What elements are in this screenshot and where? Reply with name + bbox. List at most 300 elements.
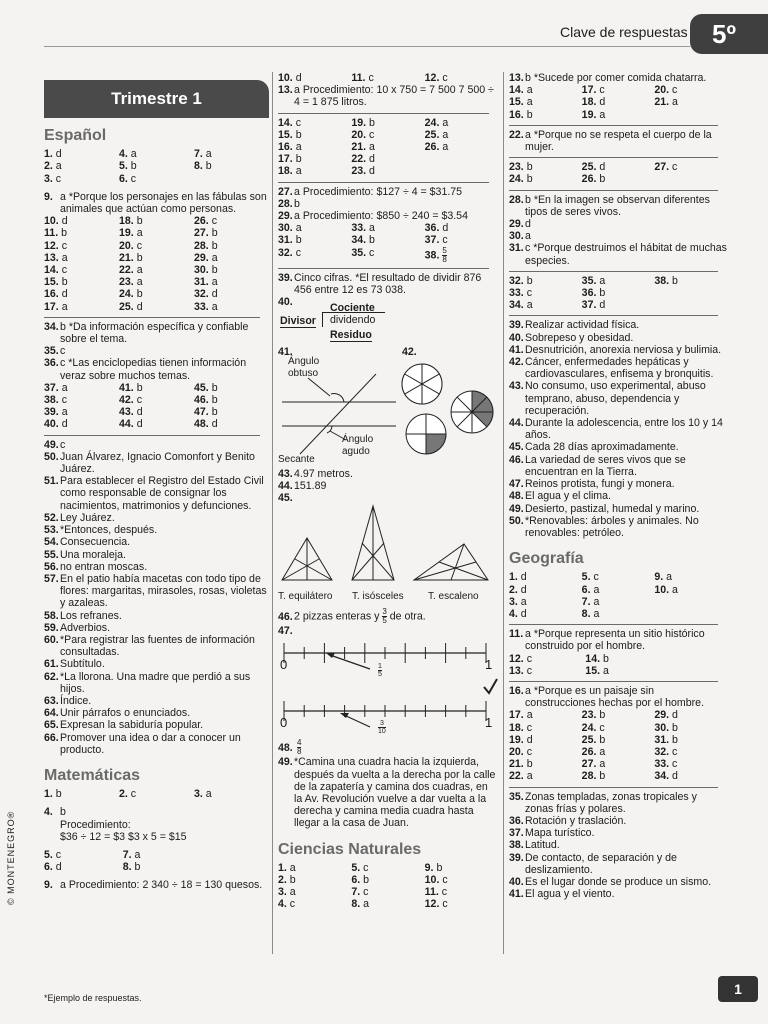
item-number: 35. <box>44 345 59 358</box>
answer-cell <box>582 584 655 596</box>
answer-grid <box>278 862 498 911</box>
item-number: 15. <box>44 276 59 289</box>
item-answer: a <box>369 222 375 235</box>
item-text: a *Porque no se respeta el cuerpo de la mujer. <box>525 128 712 154</box>
item-number: 41. <box>509 343 524 356</box>
circle-a <box>402 364 442 404</box>
item-answer: d <box>136 406 143 419</box>
label-isosceles: T. isósceles <box>352 591 404 603</box>
answer-item <box>44 609 269 622</box>
answer-list <box>44 439 269 756</box>
item-text: En el patio había macetas con todo tipo de flores: margaritas, mirasoles, rosas, violetas y azaleas. <box>60 572 267 610</box>
item-number: 40. <box>509 875 524 888</box>
item-text: Subtítulo. <box>60 658 105 671</box>
item-number: 17. <box>278 153 293 166</box>
answer-row <box>44 160 269 172</box>
answer-item <box>44 572 269 610</box>
item-number: 6. <box>44 861 53 874</box>
answer-cell <box>119 160 194 172</box>
answer-row <box>44 288 269 300</box>
answer-cell <box>278 898 351 910</box>
answer-item <box>278 210 498 223</box>
item-answer: c <box>295 116 301 129</box>
item-number: 21. <box>119 251 134 264</box>
item-number: 17. <box>509 709 524 722</box>
item-number: 44. <box>509 417 524 430</box>
item-answer: b <box>295 128 302 141</box>
item-answer: a <box>526 770 533 783</box>
triangles-figure <box>278 492 498 604</box>
item-number: 40. <box>509 331 524 344</box>
separator <box>509 190 718 191</box>
answer-row <box>278 117 498 129</box>
item-number: 15. <box>278 128 293 141</box>
answer-cell <box>585 665 661 677</box>
fraction <box>378 663 382 678</box>
separator <box>509 157 718 158</box>
item-number: 13. <box>509 72 524 84</box>
answer-cell <box>654 758 727 770</box>
item-number: 29. <box>194 251 209 264</box>
answer-cell <box>194 394 269 406</box>
item-number: 60. <box>44 633 59 646</box>
answer-cell <box>44 173 119 185</box>
answer-cell <box>44 240 119 252</box>
item-number: 2. <box>278 874 287 887</box>
item-answer: a <box>599 108 606 121</box>
answer-cell <box>425 862 498 874</box>
item-answer: d <box>599 96 606 109</box>
pointer-line <box>330 431 346 440</box>
answer-cell <box>425 874 498 886</box>
answer-cell <box>351 886 424 898</box>
answer-cell <box>582 173 655 185</box>
item-answer: b <box>61 276 68 289</box>
fraction-numerator: 5 <box>442 245 447 255</box>
answer-row <box>509 734 727 746</box>
item-number: 36. <box>44 357 59 370</box>
answer-cell <box>44 301 119 313</box>
item-text: Sobrepeso y obesidad. <box>525 331 634 344</box>
item-text: b *Da información específica y confiable sobre el tema. <box>60 320 249 346</box>
item-number: 63. <box>44 694 59 707</box>
item-answer: c <box>442 72 448 84</box>
item-number: 7. <box>194 148 203 161</box>
item-number: 47. <box>194 406 209 419</box>
answer-item <box>509 490 727 503</box>
residuo-label: Residuo <box>330 329 372 342</box>
item-answer: b <box>599 287 606 300</box>
item-number: 11. <box>509 628 524 641</box>
item-text: a *Porque es un paisaje sin construcciones hechas por el hombre. <box>525 684 705 710</box>
item-number: 35. <box>351 246 367 259</box>
item-number: 47. <box>509 478 524 491</box>
answer-cell <box>44 160 119 172</box>
item-number: 1. <box>509 571 518 584</box>
item-answer: c <box>368 72 374 84</box>
answer-cell <box>194 276 269 288</box>
answer-cell <box>278 153 351 165</box>
answer-row <box>44 264 269 276</box>
item-number: 20. <box>351 128 367 141</box>
item-number: 24. <box>509 173 524 186</box>
answer-cell <box>278 165 351 177</box>
page-number: 1 <box>718 976 758 1002</box>
item-text: de otra. <box>389 610 426 623</box>
item-number: 43. <box>278 468 293 481</box>
item-number: 44. <box>278 480 293 493</box>
answer-row <box>509 596 727 608</box>
answer-item <box>509 502 727 515</box>
item-number: 35. <box>581 274 597 287</box>
fraction-denominator: 10 <box>378 728 386 736</box>
item-number: 15. <box>509 96 524 109</box>
item-number: 32. <box>194 288 209 301</box>
answer-cell <box>44 849 123 861</box>
item-text: c *Las enciclopedias tienen información veraz sobre muchos temas. <box>60 357 247 382</box>
answer-cell <box>654 596 727 608</box>
item-text: No consumo, uso experimental, abuso temprano, abuso, dependencia y recuperación. <box>525 380 706 417</box>
division-diagram <box>278 296 498 346</box>
item-number: 9. <box>44 190 53 203</box>
item-text: 151.89 <box>294 480 327 493</box>
item-answer: c <box>442 874 448 887</box>
item-number: 33. <box>509 287 524 300</box>
item-answer: b <box>136 381 143 394</box>
item-answer: d <box>295 72 302 84</box>
item-number: 53. <box>44 524 59 537</box>
answer-cell <box>509 758 582 770</box>
item-number: 12. <box>424 72 440 84</box>
answer-cell <box>194 788 269 800</box>
item-number: 3. <box>194 788 203 801</box>
item-answer: c <box>526 745 532 758</box>
answer-cell <box>194 160 269 172</box>
item-number: 29. <box>509 218 524 231</box>
item-answer: a <box>602 664 609 677</box>
item-number: 10. <box>654 583 670 596</box>
item-number: 12. <box>424 898 440 911</box>
item-number: 44. <box>119 418 134 431</box>
answer-row <box>44 301 269 313</box>
item-number: 37. <box>509 827 524 840</box>
answer-cell <box>44 788 119 800</box>
answer-cell <box>654 96 727 108</box>
circle-c <box>451 391 493 433</box>
item-number: 14. <box>585 652 601 665</box>
answer-item <box>44 633 269 659</box>
answer-row <box>509 96 727 108</box>
divisor-label: Divisor <box>280 315 316 328</box>
answer-cell <box>509 596 582 608</box>
item-answer: b <box>672 733 678 746</box>
item-number: 28. <box>278 197 293 210</box>
item-answer: c <box>363 861 369 874</box>
item-number: 8. <box>194 160 203 173</box>
item-number: 33. <box>194 300 209 313</box>
item-answer: b <box>602 652 609 665</box>
item-number: 32. <box>509 274 524 287</box>
item-number: 23. <box>119 276 134 289</box>
answer-cell <box>582 608 655 620</box>
item-number: 23. <box>351 165 367 178</box>
item-number: 20. <box>509 745 524 758</box>
answer-row <box>509 758 727 770</box>
item-answer: b <box>526 274 533 287</box>
item-number: 10. <box>424 874 440 887</box>
item-number: 26. <box>424 141 440 154</box>
item-number: 59. <box>44 621 59 634</box>
answer-item <box>509 839 727 852</box>
item-answer: a <box>130 148 137 161</box>
item-number: 10. <box>44 215 59 228</box>
obtuse-angle-label: Ángulo obtuso <box>288 356 320 380</box>
item-answer: d <box>520 571 527 584</box>
answer-cell <box>278 117 351 129</box>
item-answer: d <box>599 299 606 312</box>
item-number: 5. <box>351 861 361 874</box>
item-text: a Procedimiento: $850 ÷ 240 = $3.54 <box>294 210 468 223</box>
item-number: 8. <box>351 898 361 911</box>
item-number: 45. <box>194 381 209 394</box>
item-number: 34. <box>509 299 524 312</box>
answer-cell <box>425 117 498 129</box>
answer-row <box>44 240 269 252</box>
publisher-mark: © MONTENEGRO® <box>6 810 16 905</box>
answer-cell <box>509 722 582 734</box>
item-number: 2. <box>509 583 518 596</box>
answer-item <box>509 331 727 344</box>
answer-item <box>44 511 269 524</box>
answer-cell <box>582 746 655 758</box>
item-answer: c <box>526 652 532 665</box>
item-answer: c <box>672 84 678 97</box>
answer-cell <box>509 84 582 96</box>
item-answer: a <box>61 406 68 419</box>
header-title: Clave de respuestas <box>560 24 688 40</box>
item-number: 6. <box>581 583 591 596</box>
item-answer: c <box>136 239 142 252</box>
answer-cell <box>509 275 582 287</box>
item-number: 38. <box>509 839 524 852</box>
answer-row <box>509 299 727 311</box>
item-answer: d <box>672 709 678 722</box>
answer-cell <box>654 608 727 620</box>
item-answer: a <box>599 274 606 287</box>
item-answer: c <box>526 721 532 734</box>
item-number: 27. <box>278 185 293 198</box>
answer-row <box>44 394 269 406</box>
item-answer: b <box>599 770 606 783</box>
item-answer: a <box>61 381 68 394</box>
answer-item <box>278 756 498 830</box>
answer-row <box>509 109 727 121</box>
separator <box>278 268 489 269</box>
item-text: *Renovables: árboles y animales. No renovables: petróleo. <box>525 514 699 539</box>
item-answer: c <box>599 721 605 734</box>
answer-cell <box>278 129 351 141</box>
item-number: 40. <box>44 418 59 431</box>
answer-cell <box>194 227 269 239</box>
item-number: 9. <box>424 861 434 874</box>
item-number: 34. <box>351 234 367 247</box>
item-text: La variedad de seres vivos que se encuentran en la Tierra. <box>525 453 686 478</box>
answer-cell <box>119 173 194 185</box>
item-answer: a <box>593 595 600 608</box>
arrow-one-fifth <box>330 655 370 669</box>
answer-row <box>44 215 269 227</box>
item-answer: a <box>526 84 533 97</box>
answer-grid <box>44 148 269 185</box>
secant-line <box>300 374 376 454</box>
answer-item <box>278 480 498 493</box>
item-text: Cinco cifras. *El resultado de dividir 876 456 entre 12 es 73 038. <box>294 271 482 296</box>
item-answer: a <box>672 583 678 596</box>
answer-cell <box>654 84 727 96</box>
answer-cell <box>654 173 727 185</box>
column-1 <box>44 72 269 892</box>
answer-cell <box>351 165 424 177</box>
item-number: 16. <box>278 141 293 154</box>
answer-item <box>509 888 727 901</box>
item-answer: a <box>520 595 527 608</box>
item-number: 48. <box>194 418 209 431</box>
answer-cell <box>582 722 655 734</box>
answer-cell <box>582 275 655 287</box>
item-number: 27. <box>194 227 209 240</box>
separator <box>44 317 260 318</box>
item-text: b <box>60 806 66 819</box>
item-number: 2. <box>119 788 128 801</box>
separator <box>509 271 718 272</box>
answer-row <box>509 746 727 758</box>
answer-cell <box>582 758 655 770</box>
fraction-denominator: 8 <box>442 254 447 264</box>
fraction-denominator: 5 <box>382 616 387 626</box>
item-text: a <box>525 230 531 243</box>
item-answer: d <box>369 153 375 166</box>
item-number: 42. <box>509 356 524 369</box>
answer-grid <box>509 84 727 121</box>
answer-cell <box>44 252 119 264</box>
item-number: 13. <box>278 84 293 97</box>
item-answer: b <box>526 758 533 771</box>
item-number: 1. <box>44 788 53 801</box>
answer-grid <box>509 709 727 782</box>
answer-row <box>44 788 269 800</box>
item-number: 24. <box>424 116 440 129</box>
grade-badge: 5º <box>690 14 768 54</box>
answer-cell <box>509 96 582 108</box>
answer-item <box>509 453 727 478</box>
item-number: 25. <box>581 733 597 746</box>
item-answer: b <box>205 160 212 173</box>
item-number: 36. <box>581 287 597 300</box>
item-number: 4. <box>119 148 128 161</box>
answer-cell <box>119 788 194 800</box>
item-text: 4.97 metros. <box>294 468 353 481</box>
item-text: a *Porque los personajes en las fábulas son animales que actúan como personas. <box>60 190 267 216</box>
item-answer: b <box>526 161 533 174</box>
answer-cell <box>194 288 269 300</box>
answer-grid <box>509 275 727 312</box>
item-answer: d <box>526 733 533 746</box>
pointer-line <box>308 378 330 396</box>
item-answer: a <box>205 788 212 801</box>
answer-cell <box>509 734 582 746</box>
answer-item <box>44 345 269 358</box>
answer-cell <box>509 709 582 721</box>
answer-cell <box>194 240 269 252</box>
item-number: 14. <box>278 116 293 129</box>
item-number: 14. <box>44 264 59 277</box>
item-answer: d <box>442 222 449 235</box>
item-number: 28. <box>509 193 524 206</box>
answer-item <box>44 694 269 707</box>
answer-cell <box>654 109 727 121</box>
fraction <box>382 608 386 625</box>
item-number: 57. <box>44 572 59 585</box>
item-answer: b <box>295 153 302 166</box>
answer-row <box>44 418 269 430</box>
equilateral-triangle <box>282 538 332 580</box>
item-answer: c <box>441 886 448 899</box>
item-number: 31. <box>654 733 670 746</box>
item-answer: a <box>55 160 62 173</box>
answer-item <box>278 84 498 109</box>
item-number: 28. <box>581 770 597 783</box>
circle-b <box>406 414 446 454</box>
answer-cell <box>119 227 194 239</box>
item-answer: a <box>211 300 218 313</box>
answer-row <box>509 571 727 583</box>
answer-cell <box>351 862 424 874</box>
item-number: 65. <box>44 719 59 732</box>
item-number: 4. <box>509 607 518 620</box>
answer-cell <box>654 734 727 746</box>
item-text: Ley Juárez. <box>60 511 115 524</box>
answer-cell <box>582 571 655 583</box>
item-answer: b <box>55 788 62 801</box>
item-text: Durante la adolescencia, entre los 10 y 14 años. <box>525 417 723 442</box>
arrow-three-tenths <box>344 715 370 727</box>
answer-item <box>44 536 269 549</box>
item-number: 30. <box>654 721 670 734</box>
answer-item <box>509 193 727 218</box>
item-text: Desnutrición, anorexia nerviosa y bulimia. <box>525 343 722 356</box>
item-number: 51. <box>44 475 59 488</box>
item-text: Rotación y traslación. <box>525 814 627 827</box>
answer-row <box>278 141 498 153</box>
item-number: 45. <box>509 441 524 454</box>
item-text: Los refranes. <box>60 609 122 622</box>
answer-row <box>44 849 202 861</box>
item-number: 34. <box>44 320 59 333</box>
item-number: 26. <box>194 215 209 228</box>
item-answer: c <box>61 264 67 277</box>
item-number: 37. <box>581 299 597 312</box>
answer-item <box>44 560 269 573</box>
answer-cell <box>119 148 194 160</box>
item-number: 14. <box>509 84 524 97</box>
item-answer: a <box>666 571 673 584</box>
item-answer: a <box>295 165 302 178</box>
answer-cell <box>278 141 351 153</box>
item-number: 7. <box>351 886 361 899</box>
item-number: 11. <box>424 886 439 899</box>
item-answer: b <box>134 861 141 874</box>
item-answer: c <box>593 571 599 584</box>
